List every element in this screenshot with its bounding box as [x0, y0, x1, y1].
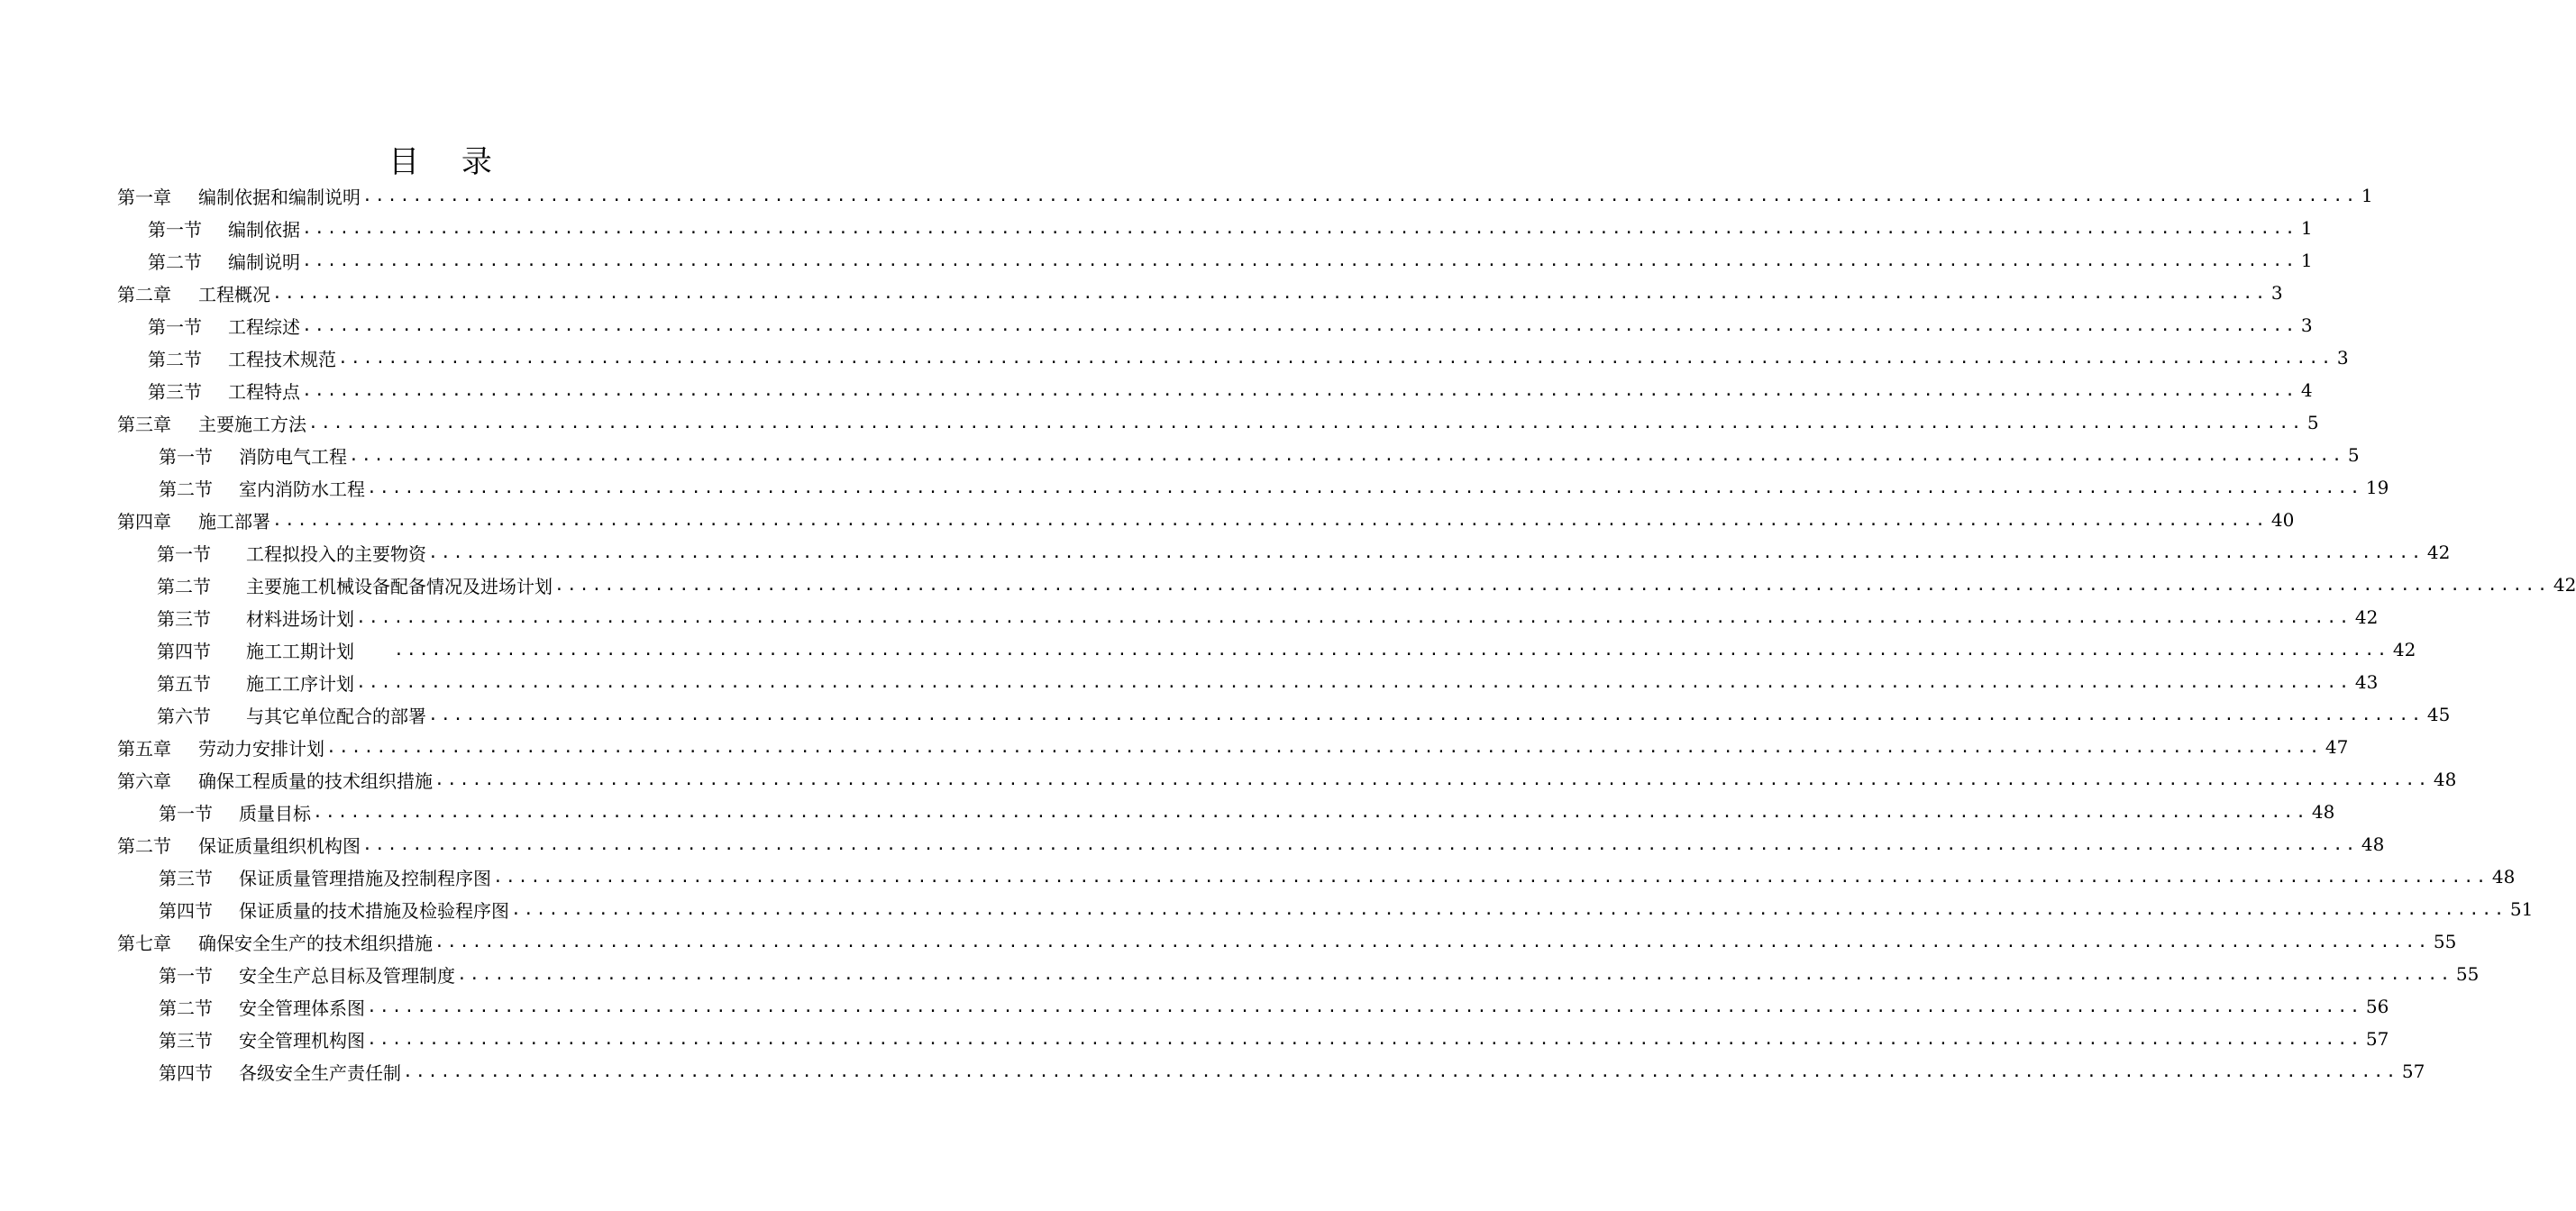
toc-entry-page-number: 48 [2433, 769, 2457, 790]
dot-leader: ................................................................................................................................................................ [272, 283, 2268, 303]
toc-entry-label: 第三节 [159, 1029, 213, 1052]
dot-leader: ................................................................................................................................................................ [554, 575, 2550, 595]
toc-entry-label: 第四节 [159, 899, 213, 922]
toc-entry[interactable] [117, 504, 2295, 536]
toc-entry[interactable] [117, 406, 2319, 439]
toc-entry-label: 第二节 [117, 834, 171, 857]
toc-entry-label: 第二节 [159, 478, 213, 500]
toc-entry-label: 第七章 [117, 932, 171, 954]
toc-entry-title: 与其它单位配合的部署 [246, 705, 426, 727]
toc-entry[interactable] [157, 536, 2451, 569]
toc-entry-page-number: 48 [2491, 866, 2516, 888]
toc-entry[interactable] [159, 990, 2389, 1023]
toc-entry-page-number: 57 [2401, 1061, 2425, 1082]
toc-entry[interactable] [159, 471, 2389, 504]
toc-entry-title: 施工部署 [198, 510, 270, 533]
toc-entry-page-number: 45 [2426, 704, 2451, 725]
toc-entry-label: 第二节 [148, 250, 202, 273]
toc-entry-title: 劳动力安排计划 [198, 737, 324, 760]
toc-entry-label: 第二节 [148, 348, 202, 370]
toc-entry-page-number: 48 [2311, 801, 2335, 823]
dot-leader: ................................................................................................................................................................ [511, 899, 2507, 919]
toc-entry-page-number: 57 [2365, 1028, 2389, 1050]
toc-entry-label: 第五节 [157, 672, 211, 695]
toc-entry[interactable] [157, 601, 2379, 633]
toc-entry-page-number: 3 [2300, 314, 2313, 336]
dot-leader: ................................................................................................................................................................ [457, 964, 2453, 984]
toc-entry-page-number: 48 [2361, 833, 2385, 855]
toc-entry-label: 第三节 [148, 380, 202, 403]
dot-leader: ................................................................................................................................................................ [326, 737, 2322, 757]
toc-entry[interactable] [157, 633, 2416, 666]
toc-entry-title: 工程技术规范 [228, 348, 336, 370]
toc-entry[interactable] [159, 860, 2516, 893]
toc-entry-title: 施工工期计划 [246, 640, 354, 662]
dot-leader: ................................................................................................................................................................ [394, 640, 2389, 660]
toc-entry-label: 第二节 [159, 997, 213, 1019]
dot-leader: ................................................................................................................................................................ [349, 445, 2344, 465]
toc-entry-title: 保证质量管理措施及控制程序图 [239, 867, 491, 889]
toc-entry-title: 质量目标 [239, 802, 311, 824]
toc-entry-label: 第四节 [159, 1061, 213, 1084]
toc-entry-page-number: 19 [2365, 477, 2389, 498]
toc-entry[interactable] [148, 309, 2313, 341]
toc-entry-page-number: 1 [2300, 250, 2313, 271]
toc-entry[interactable] [157, 569, 2576, 601]
toc-entry-label: 第二章 [117, 283, 171, 305]
toc-entry-page-number: 42 [2392, 639, 2416, 660]
dot-leader: ................................................................................................................................................................ [356, 672, 2352, 692]
toc-entry-title: 施工工序计划 [246, 672, 354, 695]
toc-entry-page-number: 55 [2433, 931, 2457, 952]
toc-entry[interactable] [117, 179, 2373, 212]
toc-entry-title: 工程特点 [228, 380, 300, 403]
toc-entry-page-number: 4 [2300, 379, 2313, 401]
toc-entry[interactable] [159, 439, 2360, 471]
toc-entry-title: 确保安全生产的技术组织措施 [198, 932, 433, 954]
toc-entry-title: 各级安全生产责任制 [239, 1061, 401, 1084]
toc-entry[interactable] [148, 341, 2349, 374]
toc-entry-page-number: 5 [2347, 444, 2360, 466]
toc-entry[interactable] [159, 1055, 2425, 1088]
toc-entry-label: 第六章 [117, 769, 171, 792]
toc-entry-page-number: 42 [2553, 574, 2576, 596]
toc-entry-page-number: 1 [2361, 185, 2373, 206]
toc-entry-title: 保证质量组织机构图 [198, 834, 361, 857]
toc-entry[interactable] [148, 212, 2313, 244]
dot-leader: ................................................................................................................................................................ [428, 542, 2424, 562]
toc-entry-title: 安全管理体系图 [239, 997, 365, 1019]
toc-entry[interactable] [117, 277, 2283, 309]
toc-entry-label: 第三节 [159, 867, 213, 889]
toc-entry[interactable] [157, 698, 2451, 731]
dot-leader: ................................................................................................................................................................ [302, 315, 2297, 335]
toc-entry-title: 工程拟投入的主要物资 [246, 542, 426, 565]
toc-entry-label: 第三节 [157, 607, 211, 630]
toc-entry-title: 工程综述 [228, 315, 300, 338]
toc-entry-page-number: 3 [2336, 347, 2349, 369]
dot-leader: ................................................................................................................................................................ [367, 478, 2362, 497]
dot-leader: ................................................................................................................................................................ [362, 186, 2358, 205]
toc-entry-page-number: 47 [2325, 736, 2349, 758]
toc-entry-page-number: 51 [2509, 898, 2534, 920]
toc-entry-title: 安全生产总目标及管理制度 [239, 964, 455, 987]
toc-entry[interactable] [159, 893, 2534, 925]
toc-title: 目 录 [388, 144, 508, 180]
dot-leader: ................................................................................................................................................................ [356, 607, 2352, 627]
dot-leader: ................................................................................................................................................................ [493, 867, 2489, 887]
dot-leader: ................................................................................................................................................................ [428, 705, 2424, 724]
toc-entry-title: 保证质量的技术措施及检验程序图 [239, 899, 509, 922]
toc-entry-label: 第六节 [157, 705, 211, 727]
dot-leader: ................................................................................................................................................................ [434, 769, 2430, 789]
toc-entry-label: 第一节 [159, 445, 213, 468]
toc-entry-page-number: 55 [2455, 963, 2480, 985]
dot-leader: ................................................................................................................................................................ [302, 380, 2297, 400]
dot-leader: ................................................................................................................................................................ [367, 997, 2362, 1016]
dot-leader: ................................................................................................................................................................ [313, 802, 2308, 822]
toc-entry-label: 第五章 [117, 737, 171, 760]
toc-entry-label: 第一节 [159, 802, 213, 824]
toc-entry-title: 确保工程质量的技术组织措施 [198, 769, 433, 792]
dot-leader: ................................................................................................................................................................ [302, 250, 2297, 270]
dot-leader: ................................................................................................................................................................ [362, 834, 2358, 854]
toc-entry-title: 主要施工方法 [198, 413, 306, 435]
toc-entry-page-number: 3 [2270, 282, 2283, 304]
toc-entry-label: 第一节 [157, 542, 211, 565]
toc-entry-title: 材料进场计划 [246, 607, 354, 630]
toc-entry[interactable] [159, 958, 2480, 990]
toc-entry-label: 第一章 [117, 186, 171, 208]
toc-entry-label: 第一节 [148, 315, 202, 338]
toc-entry-page-number: 40 [2270, 509, 2295, 531]
toc-entry[interactable] [117, 763, 2457, 796]
toc-entry-page-number: 56 [2365, 996, 2389, 1017]
toc-entry[interactable] [117, 731, 2349, 763]
toc-entry[interactable] [159, 796, 2335, 828]
toc-entry-page-number: 43 [2354, 671, 2379, 693]
toc-entry-label: 第二节 [157, 575, 211, 597]
toc-entry[interactable] [148, 374, 2313, 406]
toc-entry-title: 主要施工机械设备配备情况及进场计划 [246, 575, 553, 597]
toc-entry-label: 第四节 [157, 640, 211, 662]
toc-entry-title: 编制说明 [228, 250, 300, 273]
toc-entry[interactable] [159, 1023, 2389, 1055]
toc-entry[interactable] [148, 244, 2313, 277]
toc-entry-page-number: 42 [2426, 542, 2451, 563]
toc-entry[interactable] [117, 925, 2457, 958]
toc-entry[interactable] [117, 828, 2385, 860]
toc-entry-page-number: 5 [2307, 412, 2319, 433]
toc-entry-label: 第一节 [159, 964, 213, 987]
dot-leader: ................................................................................................................................................................ [434, 932, 2430, 952]
toc-entry-label: 第四章 [117, 510, 171, 533]
toc-entry[interactable] [157, 666, 2379, 698]
toc-entry-page-number: 1 [2300, 217, 2313, 239]
toc-entry-title: 编制依据 [228, 218, 300, 241]
toc-entry-page-number: 42 [2354, 606, 2379, 628]
dot-leader: ................................................................................................................................................................ [403, 1061, 2398, 1081]
toc-entry-title: 安全管理机构图 [239, 1029, 365, 1052]
dot-leader: ................................................................................................................................................................ [272, 510, 2268, 530]
dot-leader: ................................................................................................................................................................ [308, 413, 2304, 432]
toc-entry-title: 编制依据和编制说明 [198, 186, 361, 208]
dot-leader: ................................................................................................................................................................ [367, 1029, 2362, 1049]
toc-entry-title: 室内消防水工程 [239, 478, 365, 500]
dot-leader: ................................................................................................................................................................ [302, 218, 2297, 238]
toc-entry-title: 工程概况 [198, 283, 270, 305]
toc-entry-label: 第三章 [117, 413, 171, 435]
toc-entry-title: 消防电气工程 [239, 445, 347, 468]
toc-entry-label: 第一节 [148, 218, 202, 241]
dot-leader: ................................................................................................................................................................ [338, 348, 2334, 368]
